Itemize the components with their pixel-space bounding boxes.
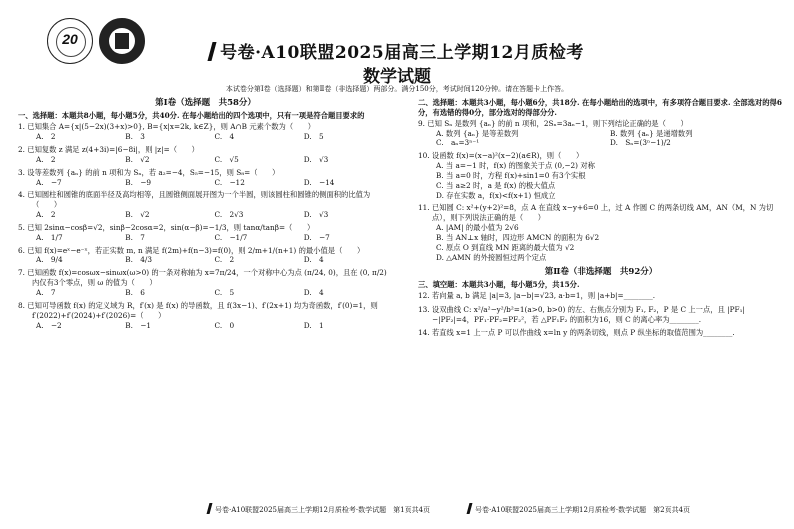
- question: [18, 190, 393, 220]
- left-column: [18, 98, 393, 333]
- option: B. √2: [125, 210, 150, 220]
- option: D. −7: [303, 232, 330, 242]
- option: B. −1: [125, 320, 151, 330]
- option: A. 2: [36, 132, 56, 142]
- section-2-instruction: 二、选择题：本题共3小题，每小题6分，共18分. 在每小题给出的选项中，有多项符合题目要求. 全部选对的得6分，有选错的得0分，部分选对的得部分分.: [418, 98, 782, 117]
- right-question-list: [418, 119, 784, 263]
- option: B. −9: [125, 177, 151, 187]
- section-3-instruction: 三、填空题：本题共3小题，每小题5分，共15分.: [418, 279, 580, 289]
- option: D. √3: [303, 154, 329, 164]
- option-list: [18, 178, 393, 188]
- exam-title: 号卷·A10联盟2025届高三上学期12月质检考: [220, 43, 584, 63]
- option: C. √5: [214, 154, 239, 164]
- logo-number: 20: [62, 31, 78, 47]
- option: B. √2: [125, 154, 150, 164]
- question-stem: 13. 设双曲线 C: x²/a²−y²/b²=1(a>0, b>0) 的左、右焦点分别为 F₁, F₂，P 是 C 上一点，且 |PF₁|−|PF₂|=4，PF₁·PF₂=PF₂²，若 △PF₁F₂ 的面积为16，则 C 的离心率为________.: [418, 304, 745, 324]
- question: [18, 246, 393, 266]
- option: C. 5: [214, 287, 235, 297]
- question-stem: 5. 已知 2sinα−cosβ=√2，sinβ−2cosα=2，sin(α−β)=−1/3，则 tanα/tanβ=（ ）: [18, 222, 315, 232]
- option: A. |AM| 的最小值为 2√6: [436, 223, 519, 233]
- footer-left: [208, 503, 430, 515]
- option: A. 7: [36, 287, 56, 297]
- brand-mark-icon: [208, 42, 217, 61]
- option: B. 3: [125, 132, 145, 142]
- section-1-instruction: 一、选择题：本题共8小题，每小题5分，共40分. 在每小题给出的四个选项中，只有一项是符合题目要求的: [18, 111, 365, 121]
- subject-title: 数学试题: [363, 67, 431, 87]
- footer-left-text: 号卷·A10联盟2025届高三上学期12月质检考·数学试题 第1页共4页: [215, 506, 431, 514]
- option-list: [418, 129, 784, 149]
- question: [18, 145, 393, 165]
- option: B. 数列 {aₙ} 是递增数列: [610, 128, 693, 138]
- question-stem: 7. 已知函数 f(x)=cosωx−sinωx(ω>0) 的一条对称轴为 x=7π/24，一个对称中心为点 (π/24, 0)，且在 (0, π/2) 内仅有3个零点，则 ω 的值为（ ）: [18, 268, 387, 288]
- question-stem: 3. 设等差数列 {aₙ} 的前 n 项和为 Sₙ，若 a₂=−4，S₅=−15，则 S₈=（ ）: [18, 167, 280, 177]
- fill-question: [418, 305, 784, 325]
- question: [18, 223, 393, 243]
- footer-right: [468, 503, 690, 515]
- question: [418, 203, 784, 262]
- question-stem: 2. 已知复数 z 满足 z(4+3i)=|6−8i|，则 |z|=（ ）: [18, 145, 199, 154]
- option: C. 4: [214, 132, 235, 142]
- option: D. 1: [303, 320, 324, 330]
- exam-notice: 本试卷分第Ⅰ卷（选择题）和第Ⅱ卷（非选择题）两部分。满分150分，考试时间120分钟。请在答题卡上作答。: [225, 85, 569, 93]
- option: A. 2: [36, 210, 56, 220]
- option: C. 当 a≥2 时，a 是 f(x) 的极大值点: [436, 180, 556, 190]
- option: D. 4: [303, 287, 324, 297]
- brand-mark-icon: [467, 503, 473, 514]
- fill-question-list: [418, 291, 784, 338]
- option-list: [18, 321, 393, 331]
- section-1-title: 第Ⅰ卷（选择题 共58分）: [155, 98, 256, 108]
- option: A. 9/4: [36, 255, 63, 265]
- option: A. −7: [36, 177, 62, 187]
- option: D. Sₙ=(3ⁿ−1)/2: [610, 138, 671, 148]
- option: D. 存在实数 a，f(x)<f(x+1) 恒成立: [436, 190, 556, 200]
- option: B. 7: [125, 232, 145, 242]
- left-question-list: [18, 122, 393, 330]
- question-stem: 8. 已知可导函数 f(x) 的定义域为 R，f′(x) 是 f(x) 的导函数，且 f(3x−1)、f′(2x+1) 均为奇函数，f′(0)=1，则 f′(2022)+f′(2024)+f′(2026)=（ ）: [18, 300, 378, 320]
- question: [418, 119, 784, 149]
- option: D. −14: [303, 177, 335, 187]
- option-list: [418, 161, 784, 200]
- option: C. 0: [214, 320, 235, 330]
- option: C. 2√3: [214, 210, 244, 220]
- fill-question: [418, 328, 784, 338]
- question: [18, 122, 393, 142]
- option: B. 4/3: [125, 255, 152, 265]
- option: A. 2: [36, 154, 56, 164]
- option: A. −2: [36, 320, 62, 330]
- option-list: [18, 255, 393, 265]
- option: D. 5: [303, 132, 324, 142]
- question-stem: 6. 已知 f(x)=eˣ−e⁻ˣ，若正实数 m, n 满足 f(2m)+f(n−3)=f(0)，则 2/m+1/(n+1) 的最小值是（ ）: [18, 245, 365, 255]
- option-list: [18, 155, 393, 165]
- option: A. 数列 {aₙ} 是等差数列: [436, 128, 519, 138]
- option: D. △AMN 的外接圆恒过两个定点: [436, 252, 547, 262]
- option: A. 1/7: [36, 232, 63, 242]
- question-stem: 11. 已知圆 C: x²+(y+2)²=8，点 A 在直线 x−y+6=0 上，过 A 作圆 C 的两条切线 AM，AN（M，N 为切点），则下列说法正确的是（ ）: [418, 203, 774, 223]
- option: C. −1/7: [214, 232, 248, 242]
- option: C. 2: [214, 255, 235, 265]
- option-list: [18, 132, 393, 142]
- footer-right-text: 号卷·A10联盟2025届高三上学期12月质检考·数学试题 第2页共4页: [475, 506, 691, 514]
- option: B. 当 AN⊥x 轴时，四边形 AMCN 的面积为 6√2: [436, 232, 600, 242]
- right-column: [418, 98, 784, 342]
- option: D. √3: [303, 210, 329, 220]
- question-stem: 9. 已知 Sₙ 是数列 {aₙ} 的前 n 项和，2Sₙ=3aₙ−1，则下列结论正确的是（ ）: [418, 118, 688, 128]
- option-list: [18, 288, 393, 298]
- option: A. 当 a=−1 时，f(x) 的图象关于点 (0,−2) 对称: [436, 161, 595, 171]
- option: B. 6: [125, 287, 145, 297]
- option: D. 4: [303, 255, 324, 265]
- section-2-title: 第Ⅱ卷（非选择题 共92分）: [544, 266, 658, 277]
- question-stem: 10. 设函数 f(x)=(x−a)²(x−2)(a∈R)，则（ ）: [418, 151, 584, 161]
- page-header: [0, 38, 794, 63]
- option-list: [18, 210, 393, 220]
- question: [418, 151, 784, 200]
- option: C. 原点 O 到直线 MN 距离的最大值为 √2: [436, 242, 575, 252]
- fill-question: [418, 291, 784, 301]
- question: [18, 168, 393, 188]
- option: B. 当 a=0 时，方程 f(x)+sin1=0 有3个实根: [436, 170, 586, 180]
- option: C. aₙ=3ⁿ⁻¹: [436, 138, 480, 148]
- question-stem: 14. 若直线 x=1 上一点 P 可以作曲线 x=ln y 的两条切线，则点 P 纵坐标的取值范围为________.: [418, 328, 735, 338]
- option-list: [418, 223, 784, 262]
- option: C. −12: [214, 177, 245, 187]
- brand-mark-icon: [207, 503, 213, 514]
- option-list: [18, 233, 393, 243]
- question-stem: 4. 已知圆柱和圆锥的底面半径及高均相等，且圆锥侧面展开图为一个半圆，则该圆柱和圆锥的侧面积的比值为（ ）: [18, 190, 371, 210]
- question-stem: 12. 若向量 a, b 满足 |a|=3, |a−b|=√23, a·b=1，则 |a+b|=________.: [418, 290, 656, 300]
- question: [18, 301, 393, 331]
- question: [18, 268, 393, 298]
- question-stem: 1. 已知集合 A={x|(5−2x)(3+x)>0}, B={x|x=2k, k∈Z}，则 A∩B 元素个数为（ ）: [18, 122, 316, 132]
